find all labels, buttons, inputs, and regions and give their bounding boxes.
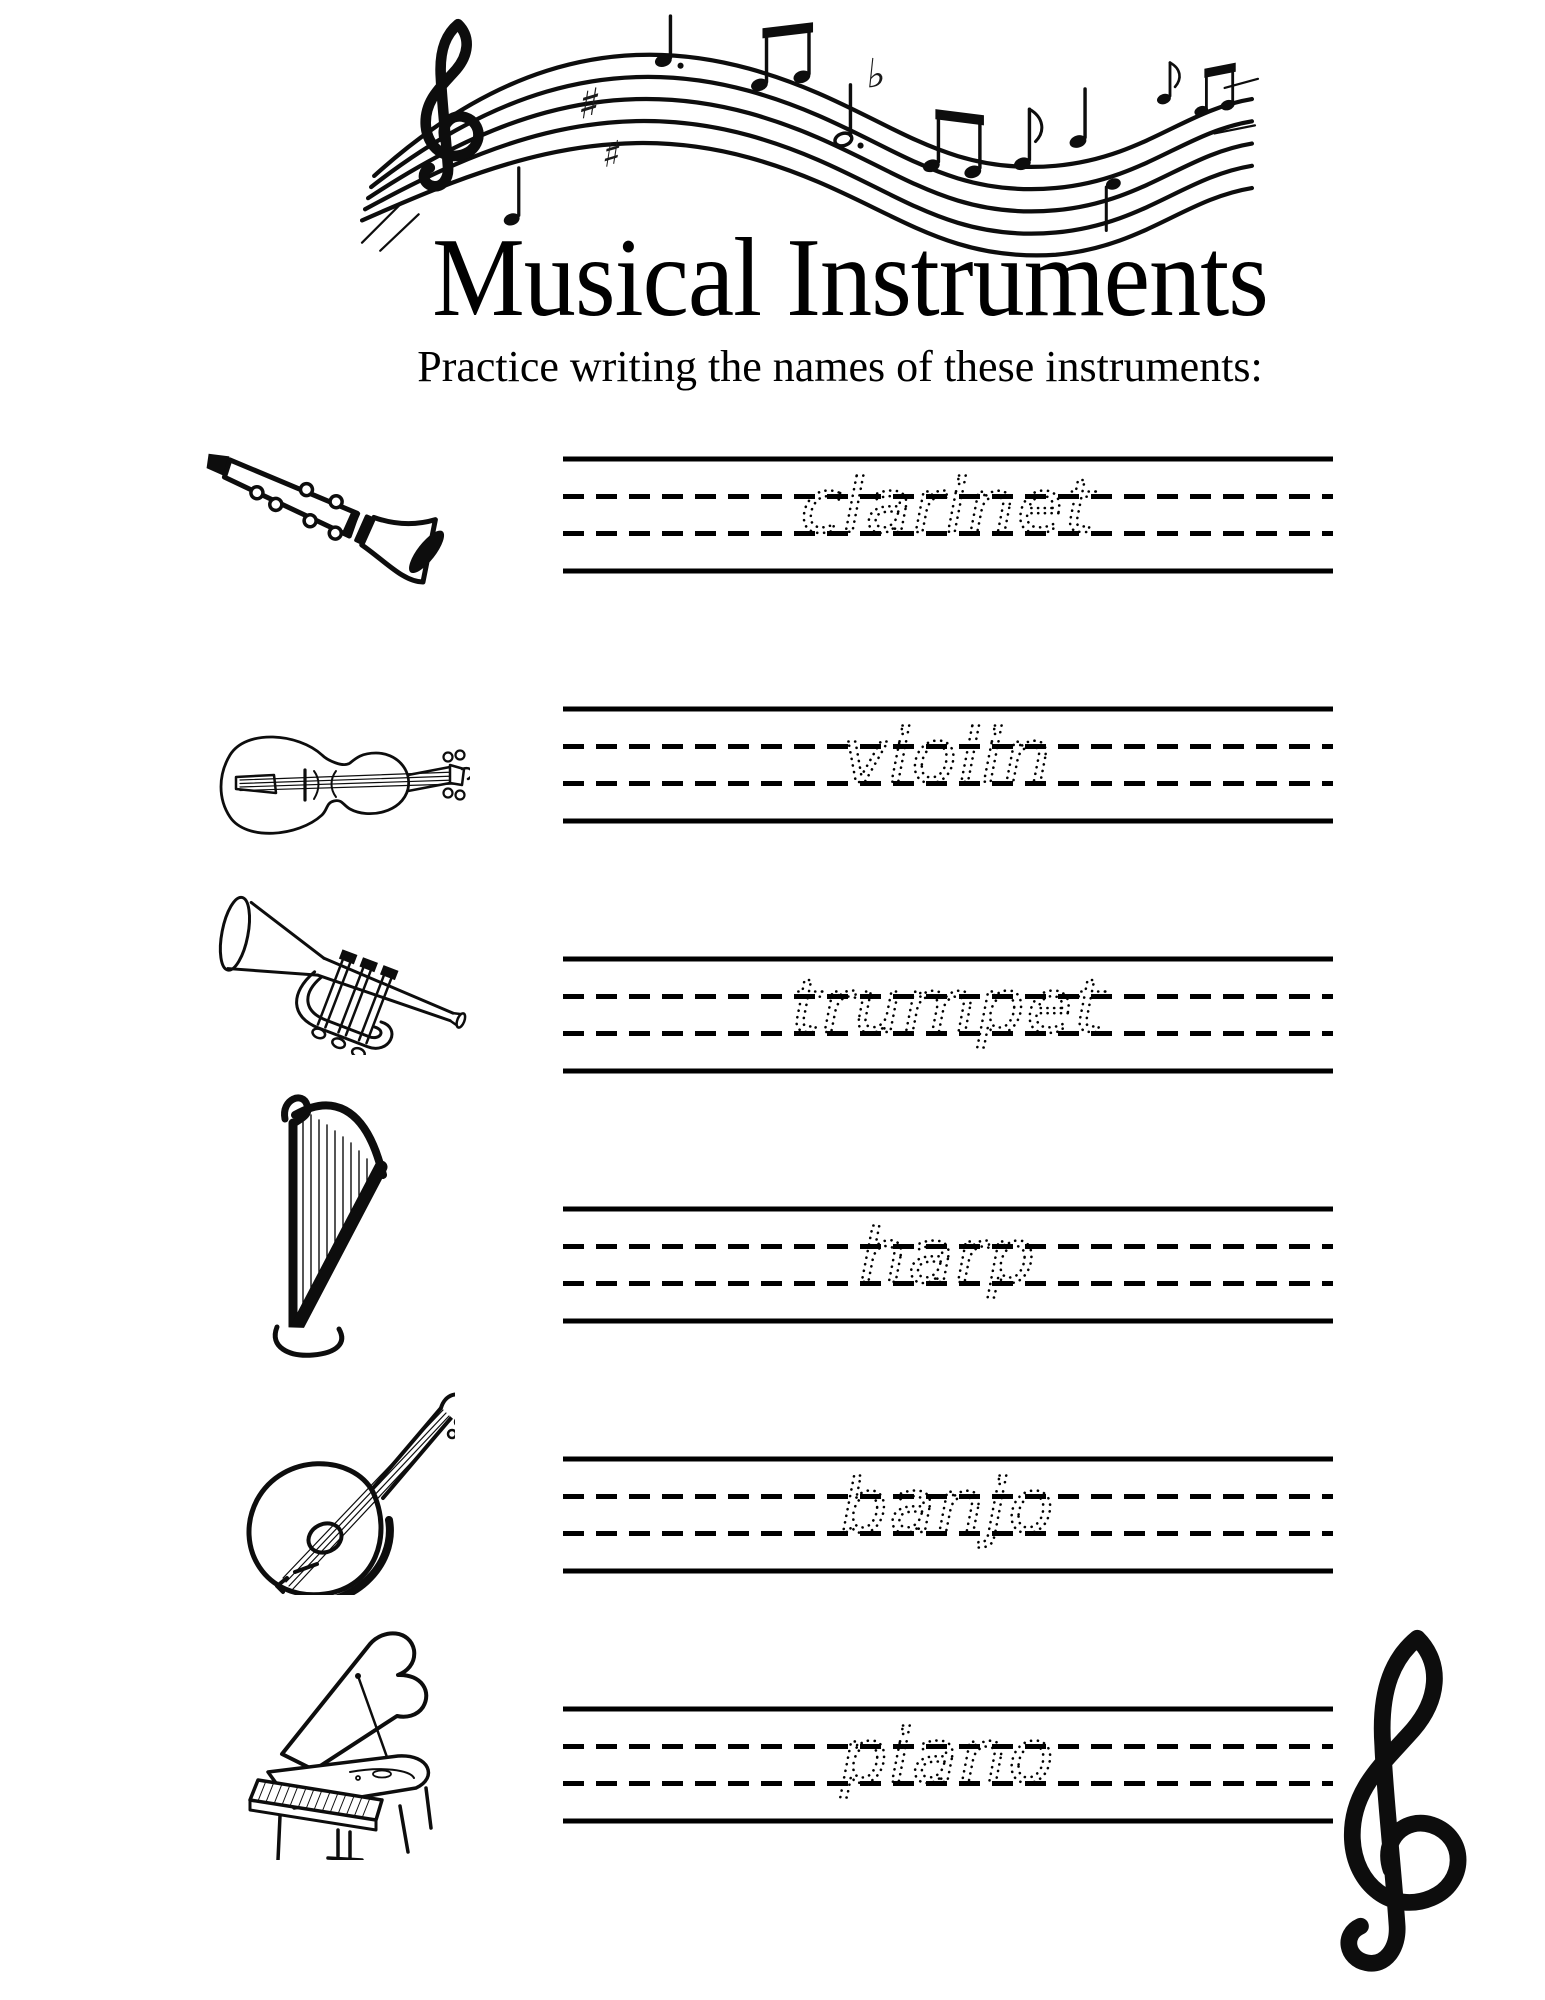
practice-row-harp [563,1206,1333,1324]
trace-word-violin: violin [843,714,1053,800]
page-subtitle: Practice writing the names of these instruments: [417,342,1263,391]
practice-row-clarinet [563,456,1333,574]
treble-clef-icon [1318,1622,1478,1982]
banjo-image [225,1380,455,1595]
practice-row-violin [563,706,1333,824]
trace-word-harp: harp [859,1214,1037,1300]
trace-word-piano: piano [840,1714,1056,1800]
practice-row-trumpet [563,956,1333,1074]
practice-row-banjo [563,1456,1333,1574]
piano-image [230,1620,445,1860]
harp-image [255,1075,415,1365]
trace-word-clarinet: clarinet [800,464,1096,550]
sharp-icon: ♯ [599,131,625,179]
flat-icon: ♭ [864,49,889,99]
practice-row-piano [563,1706,1333,1824]
page-title: Musical Instruments [432,216,1268,340]
trumpet-image [210,890,470,1055]
trace-word-banjo: banjo [840,1464,1056,1550]
trace-word-trumpet: trumpet [791,964,1105,1050]
clarinet-image [200,450,450,590]
sharp-icon: ♯ [574,77,604,132]
violin-image [210,725,470,845]
